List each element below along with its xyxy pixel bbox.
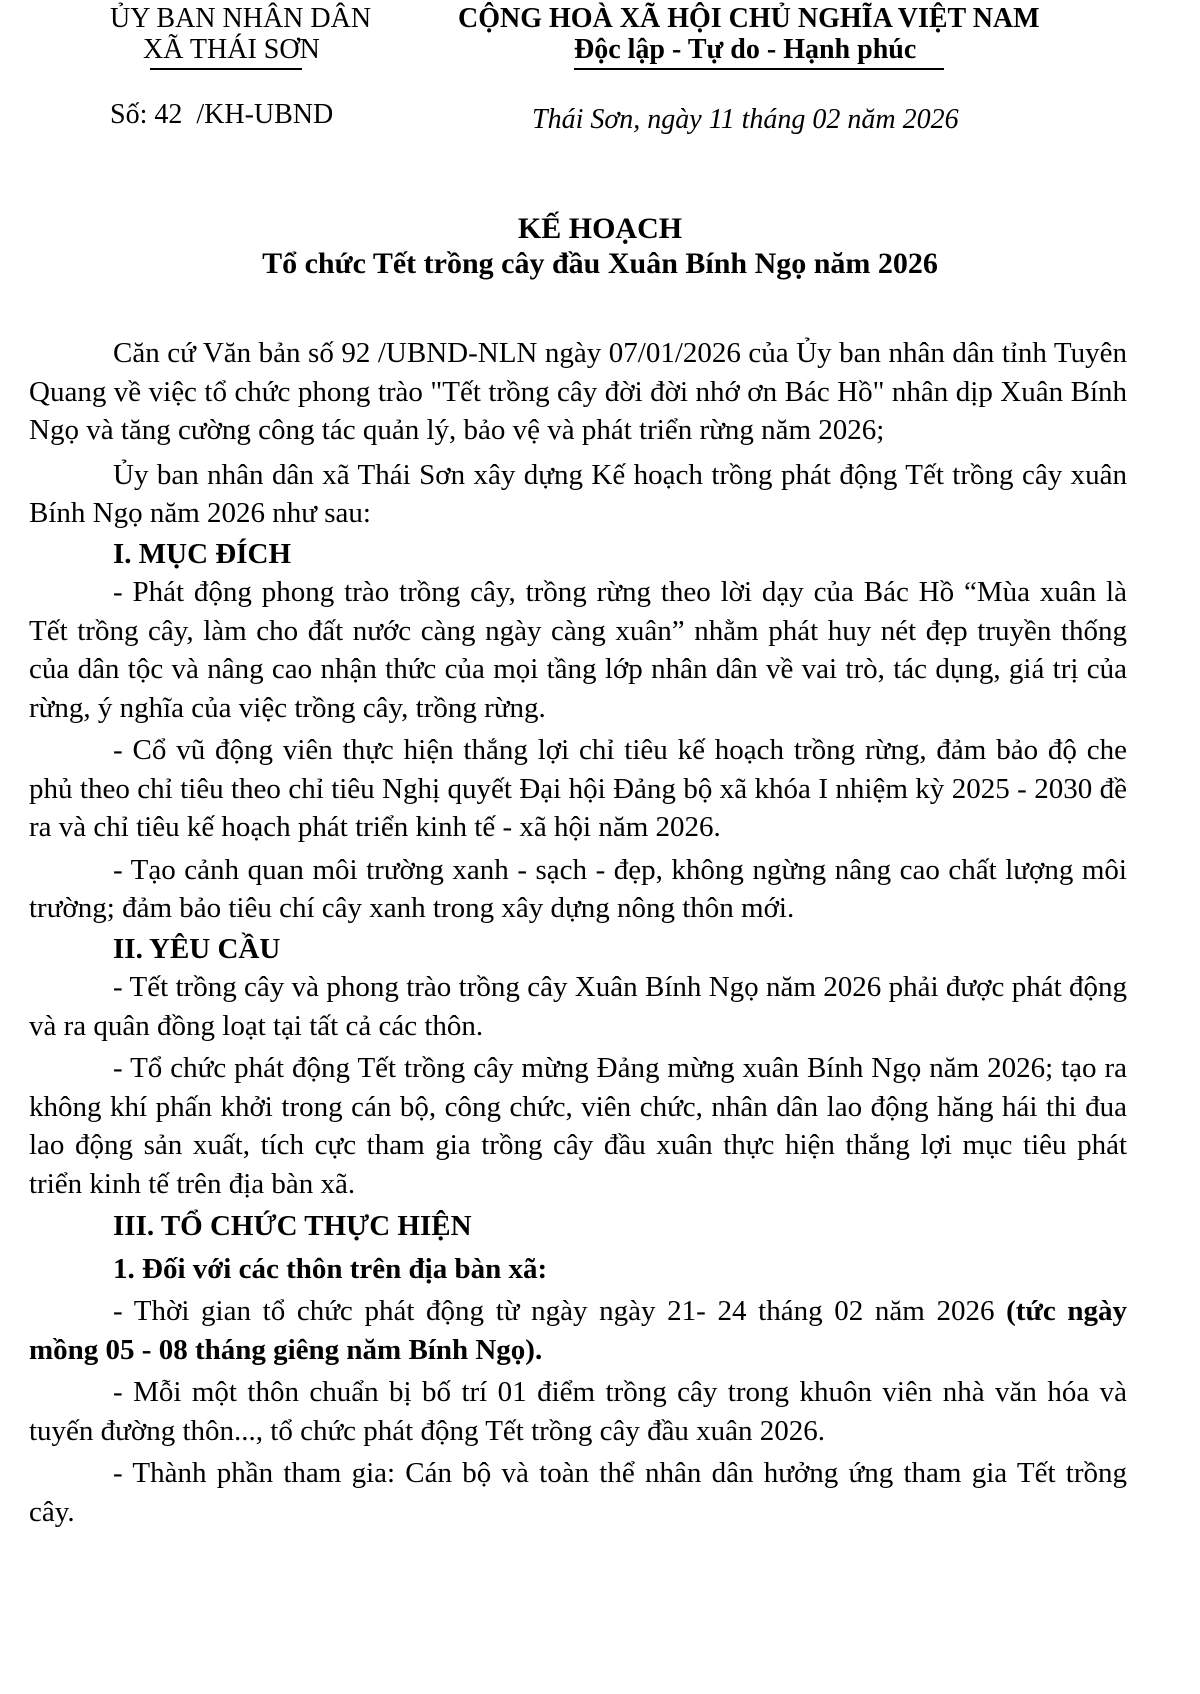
requirement-item: - Tết trồng cây và phong trào trồng cây Xuân Bính Ngọ năm 2026 phải được phát động và ra quân đồng loạt tại tất cả các thôn.	[29, 971, 1127, 1042]
timing-text: - Thời gian tổ chức phát động từ ngày ngày 21- 24 tháng 02 năm 2026	[113, 1295, 1007, 1327]
section-heading-purpose: I. MỤC ĐÍCH	[113, 537, 292, 570]
purpose-item: - Phát động phong trào trồng cây, trồng rừng theo lời dạy của Bác Hồ “Mùa xuân là Tết trồng cây, làm cho đất nước càng ngày càng xuân” nhằm phát huy nét đẹp truyền thống của dân tộc và nâng cao nhận thức của mọi tầng lớp nhân dân về vai trò, tác dụng, giá trị của rừng, ý nghĩa của việc trồng cây, trồng rừng.	[29, 576, 1127, 724]
implementation-item	[29, 1292, 1127, 1369]
section-heading-requirements: II. YÊU CẦU	[113, 932, 281, 965]
place-date: Thái Sơn, ngày 11 tháng 02 năm 2026	[532, 104, 959, 135]
issuer-underline	[150, 68, 302, 70]
national-motto: Độc lập - Tự do - Hạnh phúc	[574, 34, 917, 65]
section-heading-implementation: III. TỔ CHỨC THỰC HIỆN	[113, 1210, 472, 1242]
issuer-agency: ỦY BAN NHÂN DÂN	[110, 3, 372, 34]
national-title: CỘNG HOÀ XÃ HỘI CHỦ NGHĨA VIỆT NAM	[458, 3, 1040, 34]
document-subject: Tổ chức Tết trồng cây đầu Xuân Bính Ngọ năm 2026	[262, 247, 938, 280]
subsection-heading-villages: 1. Đối với các thôn trên địa bàn xã:	[113, 1252, 548, 1285]
document-number: Số: 42 /KH-UBND	[110, 99, 334, 130]
intro-paragraph: Ủy ban nhân dân xã Thái Sơn xây dựng Kế hoạch trồng phát động Tết trồng cây xuân Bính Ngọ năm 2026 như sau:	[29, 458, 1127, 529]
purpose-item: - Tạo cảnh quan môi trường xanh - sạch - đẹp, không ngừng nâng cao chất lượng môi trường; đảm bảo tiêu chí cây xanh trong xây dựng nông thôn mới.	[29, 853, 1127, 924]
timing-lunar-note: (tức ngày mồng 05 - 08 tháng giêng năm Bính Ngọ).	[29, 1295, 1127, 1366]
document-type: KẾ HOẠCH	[517, 212, 683, 245]
implementation-item: - Mỗi một thôn chuẩn bị bố trí 01 điểm trồng cây trong khuôn viên nhà văn hóa và tuyến đường thôn..., tổ chức phát động Tết trồng cây đầu xuân 2026.	[29, 1376, 1127, 1447]
requirement-item: - Tổ chức phát động Tết trồng cây mừng Đảng mừng xuân Bính Ngọ năm 2026; tạo ra không khí phấn khởi trong cán bộ, công chức, viên chức, nhân dân lao động hăng hái thi đua lao động sản xuất, tích cực tham gia trồng cây đầu xuân thực hiện thắng lợi mục tiêu phát triển kinh tế trên địa bàn xã.	[29, 1052, 1127, 1200]
document-body	[29, 334, 1127, 1531]
motto-underline	[574, 68, 944, 70]
issuer-commune: XÃ THÁI SƠN	[143, 34, 320, 65]
implementation-item: - Thành phần tham gia: Cán bộ và toàn thể nhân dân hưởng ứng tham gia Tết trồng cây.	[29, 1457, 1127, 1528]
purpose-item: - Cổ vũ động viên thực hiện thắng lợi chỉ tiêu kế hoạch trồng rừng, đảm bảo độ che phủ theo chỉ tiêu theo chỉ tiêu Nghị quyết Đại hội Đảng bộ xã khóa I nhiệm kỳ 2025 - 2030 đề ra và chỉ tiêu kế hoạch phát triển kinh tế - xã hội năm 2026.	[29, 734, 1127, 843]
legal-basis: Căn cứ Văn bản số 92 /UBND-NLN ngày 07/01/2026 của Ủy ban nhân dân tỉnh Tuyên Quang về việc tổ chức phong trào "Tết trồng cây đời đời nhớ ơn Bác Hồ" nhân dịp Xuân Bính Ngọ và tăng cường công tác quản lý, bảo vệ và phát triển rừng năm 2026;	[29, 337, 1127, 446]
